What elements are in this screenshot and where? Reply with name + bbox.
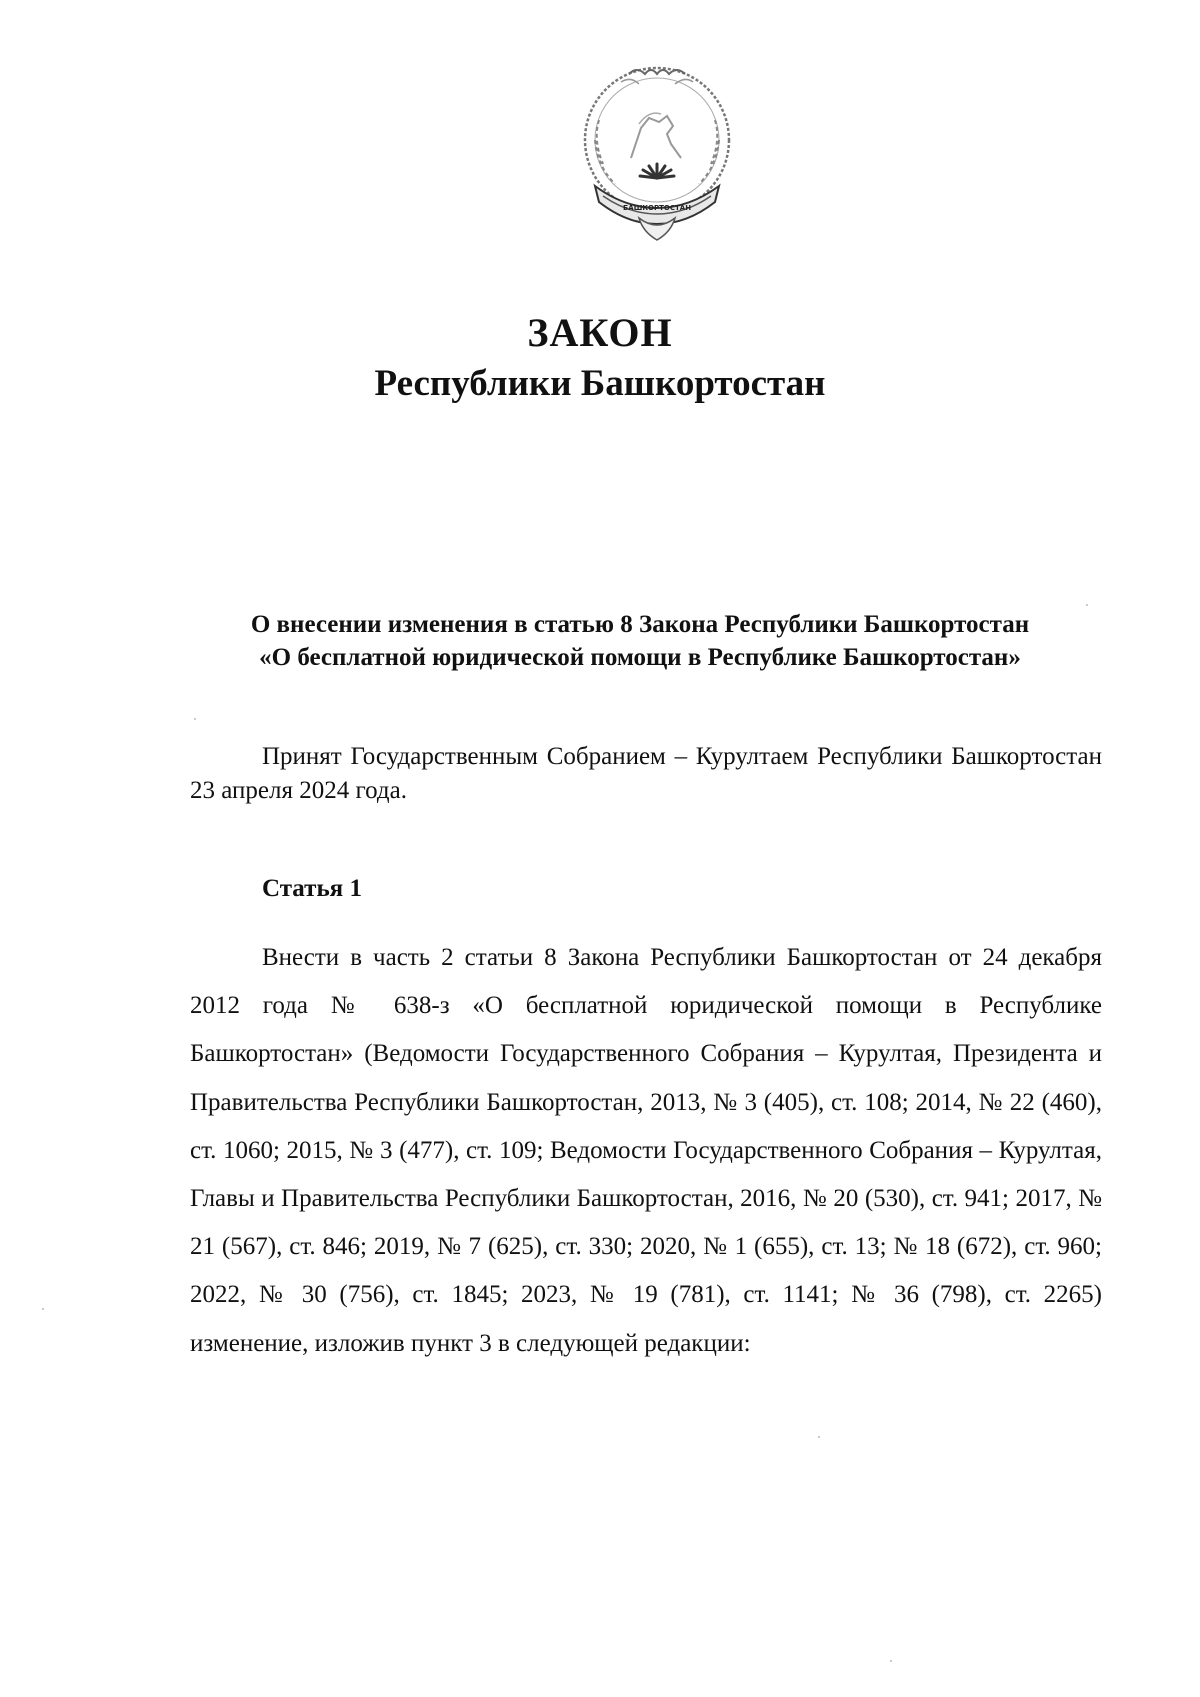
scan-speck xyxy=(42,1308,44,1310)
coat-of-arms-emblem xyxy=(569,60,745,250)
adoption-statement: Принят Государственным Собранием – Курултаем Республики Башкортостан 23 апреля 2024 года. xyxy=(190,743,1102,804)
document-title: ЗАКОН xyxy=(527,310,673,355)
law-name-line-1: О внесении изменения в статью 8 Закона Республики Башкортостан xyxy=(250,611,1030,638)
article-body: Внести в часть 2 статьи 8 Закона Республики Башкортостан от 24 декабря 2012 года № 638-з «О бесплатной юридической помощи в Республике Башкортостан» (Ведомости Государственного Собрания – Курултая, Президента и Правительства Республики Башкортостан, 2013, № 3 (405), ст. 108; 2014, № 22 (460), ст. 1060; 2015, № 3 (477), ст. 109; Ведомости Государственного Собрания – Курултая, Главы и Правительства Республики Башкортостан, 2016, № 20 (530), ст. 941; 2017, № 21 (567), ст. 846; 2019, № 7 (625), ст. 330; 2020, № 1 (655), ст. 13; № 18 (672), ст. 960; 2022, № 30 (756), ст. 1845; 2023, № 19 (781), ст. 1141; № 36 (798), ст. 2265) изменение, изложив пункт 3 в следующей редакции: xyxy=(190,944,1102,1357)
law-name xyxy=(160,608,1120,674)
scan-speck xyxy=(818,1436,820,1438)
law-name-line-2: «О бесплатной юридической помощи в Республике Башкортостан» xyxy=(259,644,1021,671)
scan-speck xyxy=(890,1660,892,1662)
document-subtitle: Республики Башкортостан xyxy=(374,363,826,404)
article-heading: Статья 1 xyxy=(262,875,362,902)
emblem-ribbon-label: БАШКОРТОСТАН xyxy=(622,204,692,212)
scan-speck xyxy=(1086,604,1088,606)
scan-speck xyxy=(194,718,196,720)
